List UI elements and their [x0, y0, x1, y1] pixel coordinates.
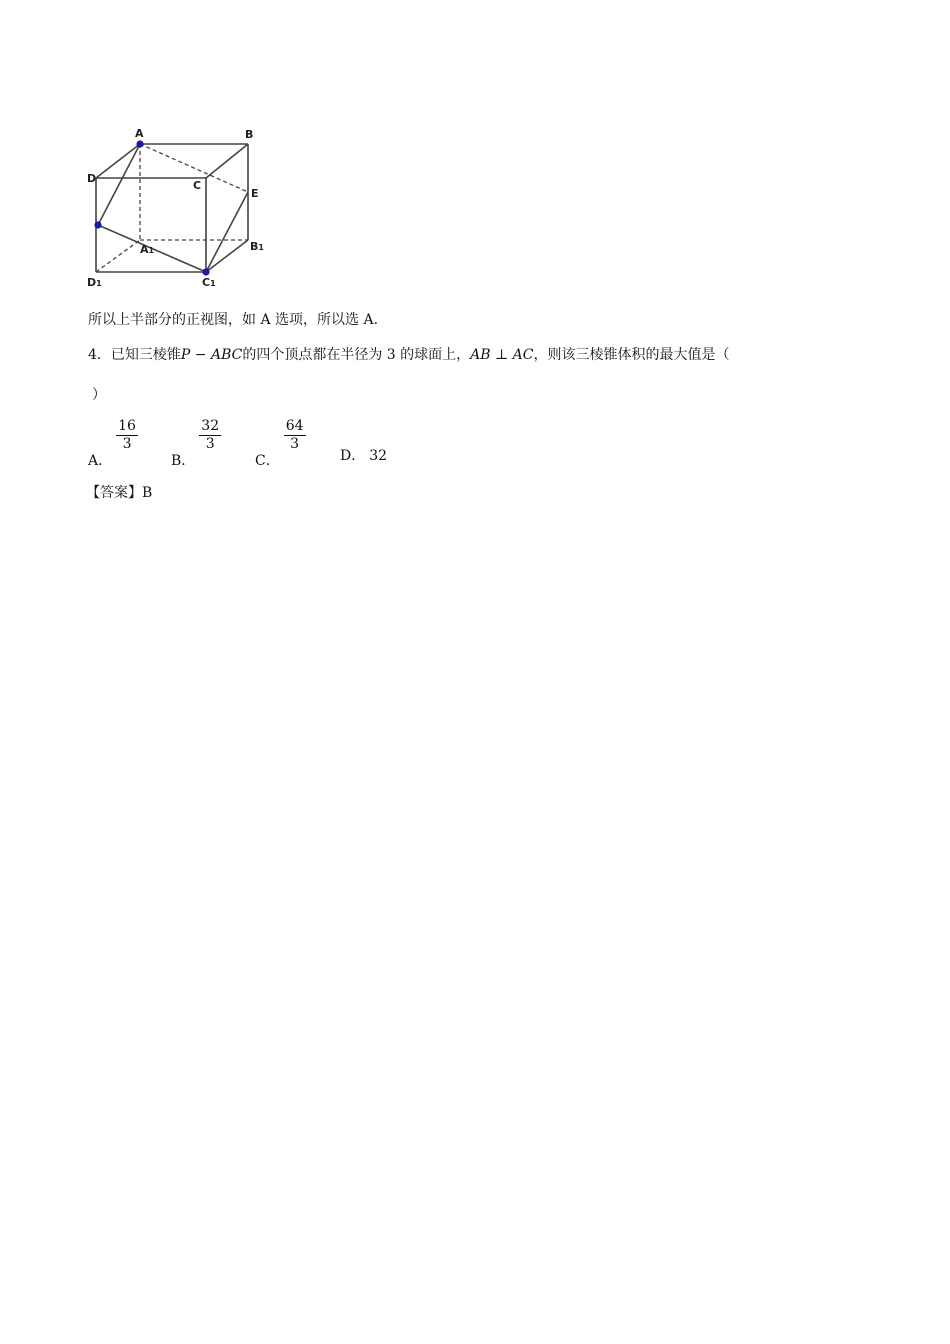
option-c-fraction: [284, 418, 306, 453]
label-B1: B1: [250, 240, 264, 253]
question-close-paren: ）: [92, 387, 106, 403]
question-4: [88, 345, 729, 365]
option-d-value: 32: [369, 448, 388, 464]
point-midpoint: [94, 221, 101, 228]
option-a-letter: A．: [88, 453, 113, 469]
option-c-letter: C．: [255, 453, 280, 469]
option-b-numerator: 32: [201, 418, 220, 434]
question-text-before: 已知三棱锥: [110, 347, 181, 363]
math-pyramid: P − ABC: [180, 347, 243, 363]
option-c-denominator: 3: [290, 436, 300, 452]
option-b-denominator: 3: [205, 436, 215, 452]
label-D1: D1: [87, 276, 102, 289]
math-perpendicular: AB ⊥ AC: [470, 347, 534, 363]
label-D: D: [87, 172, 97, 185]
point-A: [136, 140, 143, 147]
cube-figure: [84, 126, 274, 294]
edge-D1A1: [96, 240, 140, 272]
cube-diagram: [84, 126, 274, 294]
answer-value: B: [142, 485, 153, 501]
label-E: E: [251, 187, 259, 200]
option-a-denominator: 3: [122, 436, 132, 452]
edge-PA: [98, 144, 140, 225]
solution-text: 所以上半部分的正视图，如 A 选项，所以选 A.: [88, 312, 379, 328]
answer-label: 【答案】: [86, 485, 142, 501]
question-text-middle: 的四个顶点都在半径为 3 的球面上，: [242, 347, 471, 363]
label-C: C: [193, 179, 202, 192]
option-b[interactable]: [171, 418, 225, 469]
edge-C1E: [206, 192, 248, 272]
option-d-letter: D．: [340, 448, 366, 464]
option-a-fraction: [116, 418, 138, 453]
option-a-numerator: 16: [118, 418, 136, 434]
label-C1: C1: [202, 276, 216, 289]
option-b-fraction: [199, 418, 221, 453]
edge-C1B1: [206, 240, 248, 272]
point-C1: [202, 268, 209, 275]
edge-DA: [96, 144, 140, 178]
answer-line: [86, 483, 152, 503]
option-c[interactable]: [255, 418, 310, 469]
option-d[interactable]: [340, 446, 387, 466]
option-a[interactable]: [88, 418, 142, 469]
option-c-numerator: 64: [285, 418, 304, 434]
cube-edges: [96, 144, 248, 272]
question-text-after: ，则该三棱锥体积的最大值是（: [533, 347, 730, 363]
label-B: B: [245, 128, 254, 141]
edge-CB: [206, 144, 248, 178]
label-A1: A1: [140, 243, 155, 256]
label-A: A: [135, 127, 144, 140]
question-number: 4．: [88, 347, 111, 363]
option-b-letter: B．: [171, 453, 196, 469]
